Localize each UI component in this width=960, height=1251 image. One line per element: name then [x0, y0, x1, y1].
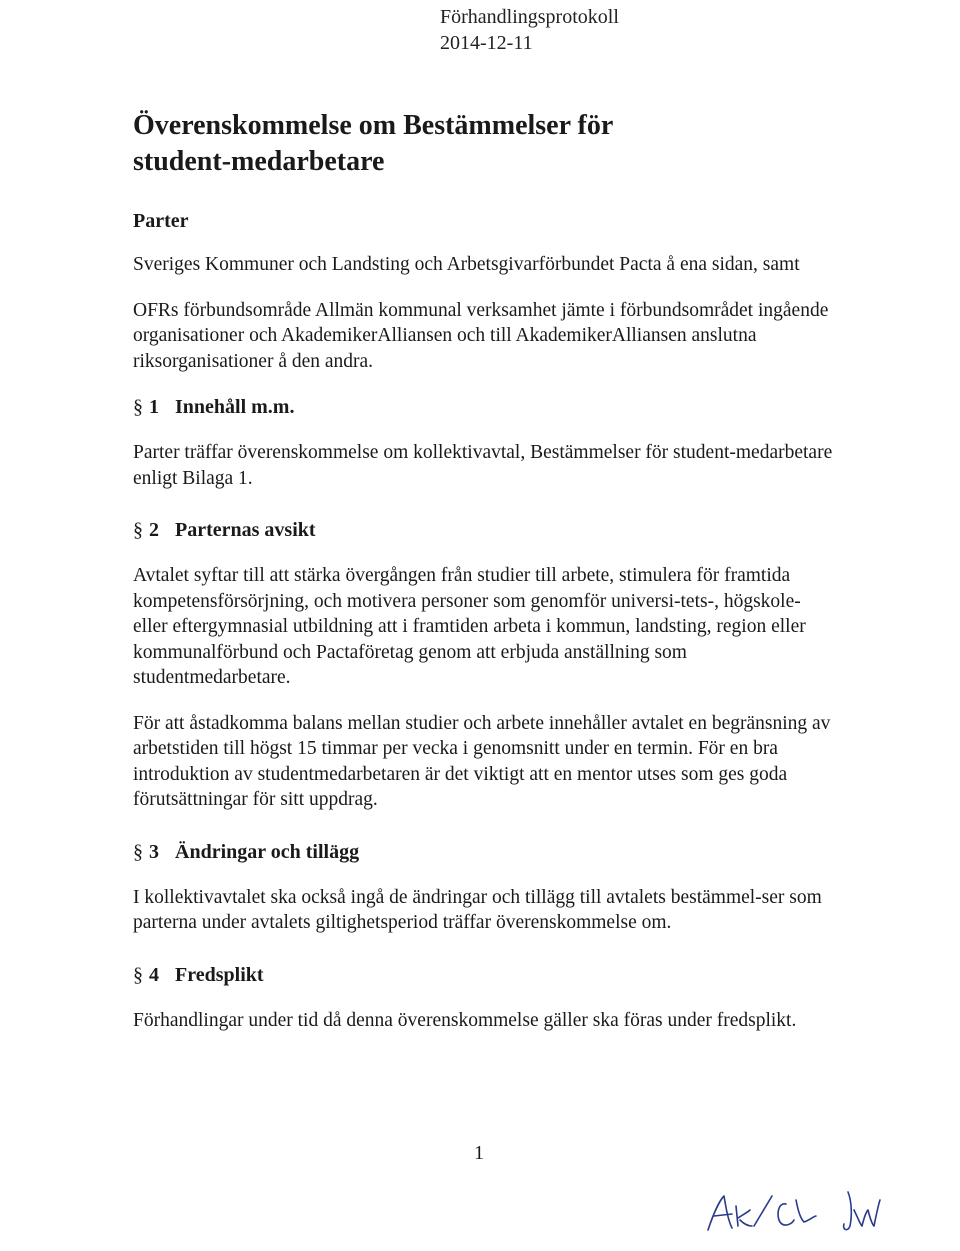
section-2-heading	[133, 517, 833, 543]
section-2-paragraph-1: Avtalet syftar till att stärka övergången från studier till arbete, stimulera för framtida kompetensförsörjning, och motivera personer som genomför universi-tets-, högskole- eller eftergymnasial utbildning att i framtiden arbeta i kommun, landsting, region eller kommunalförbund och Pactaföretag genom att erbjuda anställning som studentmedarbetare.	[133, 565, 806, 688]
document-type: Förhandlingsprotokoll	[440, 6, 619, 28]
document-body	[133, 108, 833, 1053]
document-header	[440, 4, 619, 56]
section-number: 4	[149, 963, 159, 986]
document-date: 2014-12-11	[440, 32, 533, 54]
section-title: Fredsplikt	[175, 963, 264, 986]
page-number: 1	[474, 1142, 484, 1164]
section-title: Innehåll m.m.	[175, 396, 295, 418]
section-number: 3	[149, 840, 159, 863]
parter-paragraph-1: Sveriges Kommuner och Landsting och Arbetsgivarförbundet Pacta å ena sidan, samt	[133, 254, 800, 275]
section-title: Parternas avsikt	[175, 519, 316, 541]
section-3-heading	[133, 839, 833, 865]
parter-heading: Parter	[133, 210, 189, 232]
document-title: Överenskommelse om Bestämmelser för student-medarbetare	[133, 110, 613, 177]
section-sign: §	[133, 840, 143, 863]
section-3-paragraph: I kollektivavtalet ska också ingå de ändringar och tillägg till avtalets bestämmel-ser som parterna under avtalets giltighetsperiod träffar överenskommelse om.	[133, 886, 822, 933]
section-sign: §	[133, 963, 143, 986]
section-sign: §	[133, 396, 143, 418]
section-4-paragraph: Förhandlingar under tid då denna överenskommelse gäller ska föras under fredsplikt.	[133, 1009, 797, 1031]
section-number: 1	[149, 396, 159, 418]
parter-paragraph-2: OFRs förbundsområde Allmän kommunal verksamhet jämte i förbundsområdet ingående organisationer och AkademikerAlliansen och till AkademikerAlliansen anslutna riksorganisationer å den andra.	[133, 299, 829, 372]
section-number: 2	[149, 519, 159, 541]
section-2-paragraph-2: För att åstadkomma balans mellan studier och arbete innehåller avtalet en begränsning av arbetstiden till högst 15 timmar per vecka i genomsnitt under en termin. För en bra introduktion av studentmedarbetaren är det viktigt att en mentor utses som ges goda förutsättningar för sitt uppdrag.	[133, 712, 831, 810]
section-4-heading	[133, 962, 833, 988]
section-title: Ändringar och tillägg	[175, 840, 360, 863]
section-sign: §	[133, 519, 143, 541]
signature-initials	[702, 1182, 922, 1242]
section-1-paragraph: Parter träffar överenskommelse om kollektivavtal, Bestämmelser för student-medarbetare enligt Bilaga 1.	[133, 442, 833, 489]
section-1-heading	[133, 394, 833, 420]
